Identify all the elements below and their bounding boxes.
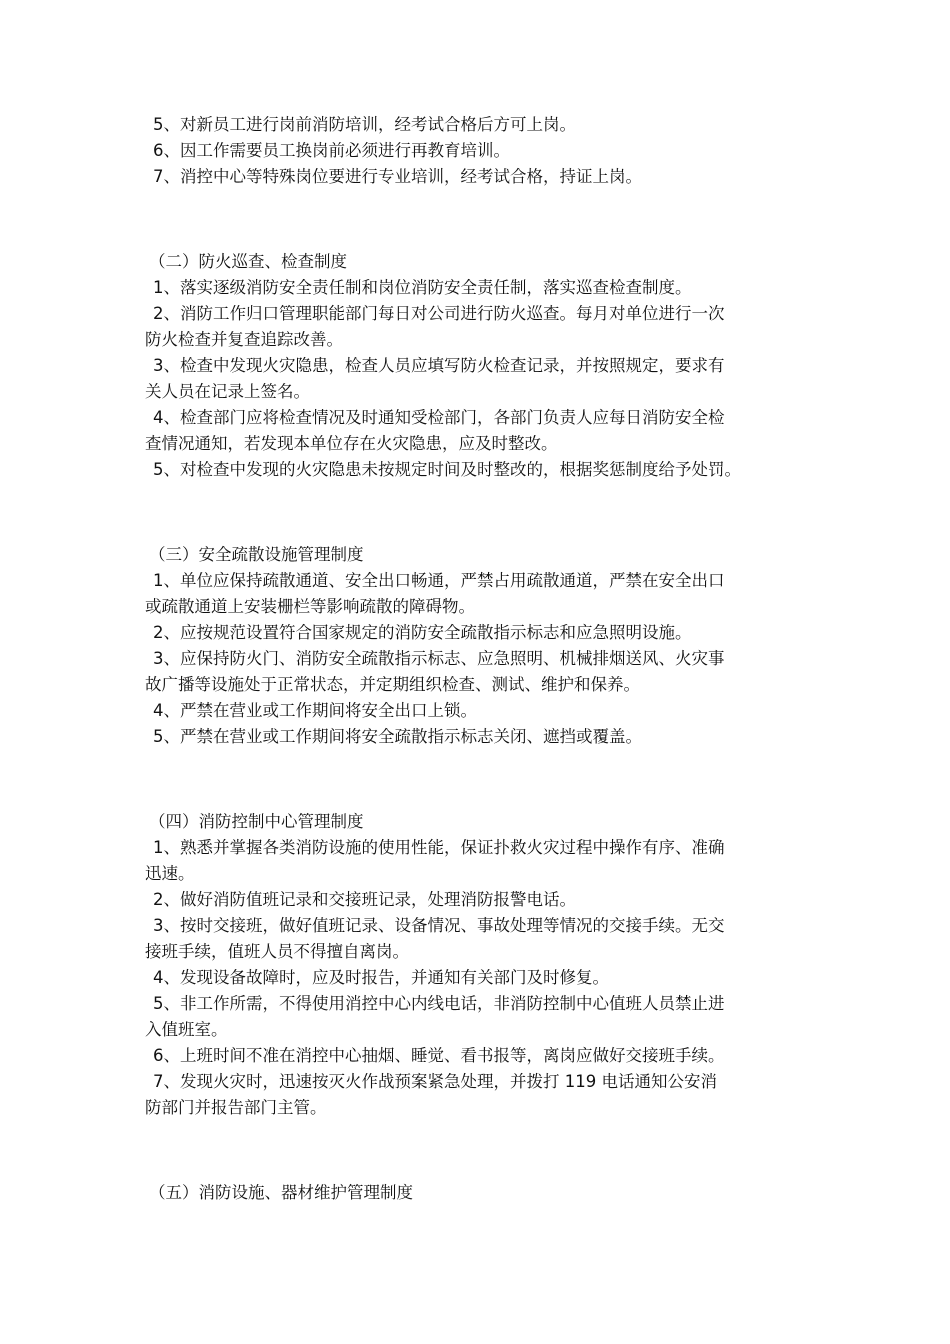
list-item-continuation: 故广播等设施处于正常状态，并定期组织检查、测试、维护和保养。 [145, 675, 640, 694]
list-item: 3、按时交接班，做好值班记录、设备情况、事故处理等情况的交接手续。无交 [153, 916, 725, 935]
list-item-continuation: 关人员在记录上签名。 [145, 382, 310, 401]
document-body [145, 112, 815, 1206]
list-item: 3、应保持防火门、消防安全疏散指示标志、应急照明、机械排烟送风、火灾事 [153, 649, 725, 668]
section-spacer [145, 190, 815, 249]
section-heading: （二）防火巡查、检查制度 [149, 252, 347, 271]
section-spacer [145, 1121, 815, 1180]
list-item: 4、发现设备故障时，应及时报告，并通知有关部门及时修复。 [153, 968, 609, 987]
list-item: 3、检查中发现火灾隐患，检查人员应填写防火检查记录，并按照规定，要求有 [153, 356, 725, 375]
list-item: 1、熟悉并掌握各类消防设施的使用性能，保证扑救火灾过程中操作有序、准确 [153, 838, 725, 857]
list-item-continuation: 或疏散通道上安装栅栏等影响疏散的障碍物。 [145, 597, 475, 616]
list-item-continuation: 入值班室。 [145, 1020, 228, 1039]
list-item-continuation: 迅速。 [145, 864, 195, 883]
section-heading: （四）消防控制中心管理制度 [149, 812, 364, 831]
list-item: 5、非工作所需，不得使用消控中心内线电话，非消防控制中心值班人员禁止进 [153, 994, 725, 1013]
section-heading: （三）安全疏散设施管理制度 [149, 545, 364, 564]
list-item: 2、做好消防值班记录和交接班记录，处理消防报警电话。 [153, 890, 576, 909]
list-item-continuation: 防部门并报告部门主管。 [145, 1098, 327, 1117]
list-item: 5、对检查中发现的火灾隐患未按规定时间及时整改的，根据奖惩制度给予处罚。 [153, 460, 741, 479]
list-item: 1、落实逐级消防安全责任制和岗位消防安全责任制，落实巡查检查制度。 [153, 278, 692, 297]
list-item: 6、因工作需要员工换岗前必须进行再教育培训。 [153, 141, 510, 160]
list-item-continuation: 接班手续，值班人员不得擅自离岗。 [145, 942, 409, 961]
section-spacer [145, 483, 815, 542]
list-item: 5、对新员工进行岗前消防培训，经考试合格后方可上岗。 [153, 115, 576, 134]
list-item: 2、消防工作归口管理职能部门每日对公司进行防火巡查。每月对单位进行一次 [153, 304, 725, 323]
list-item: 4、严禁在营业或工作期间将安全出口上锁。 [153, 701, 477, 720]
list-item-continuation: 查情况通知，若发现本单位存在火灾隐患，应及时整改。 [145, 434, 558, 453]
list-item: 6、上班时间不准在消控中心抽烟、睡觉、看书报等，离岗应做好交接班手续。 [153, 1046, 725, 1065]
list-item: 7、发现火灾时，迅速按灭火作战预案紧急处理，并拨打 119 电话通知公安消 [153, 1072, 717, 1091]
list-item: 7、消控中心等特殊岗位要进行专业培训，经考试合格，持证上岗。 [153, 167, 642, 186]
list-item: 2、应按规范设置符合国家规定的消防安全疏散指示标志和应急照明设施。 [153, 623, 692, 642]
list-item-continuation: 防火检查并复查追踪改善。 [145, 330, 343, 349]
list-item: 1、单位应保持疏散通道、安全出口畅通，严禁占用疏散通道，严禁在安全出口 [153, 571, 725, 590]
list-item: 4、检查部门应将检查情况及时通知受检部门，各部门负责人应每日消防安全检 [153, 408, 725, 427]
section-spacer [145, 750, 815, 809]
section-heading: （五）消防设施、器材维护管理制度 [149, 1183, 413, 1202]
list-item: 5、严禁在营业或工作期间将安全疏散指示标志关闭、遮挡或覆盖。 [153, 727, 642, 746]
document-page [145, 112, 815, 1206]
